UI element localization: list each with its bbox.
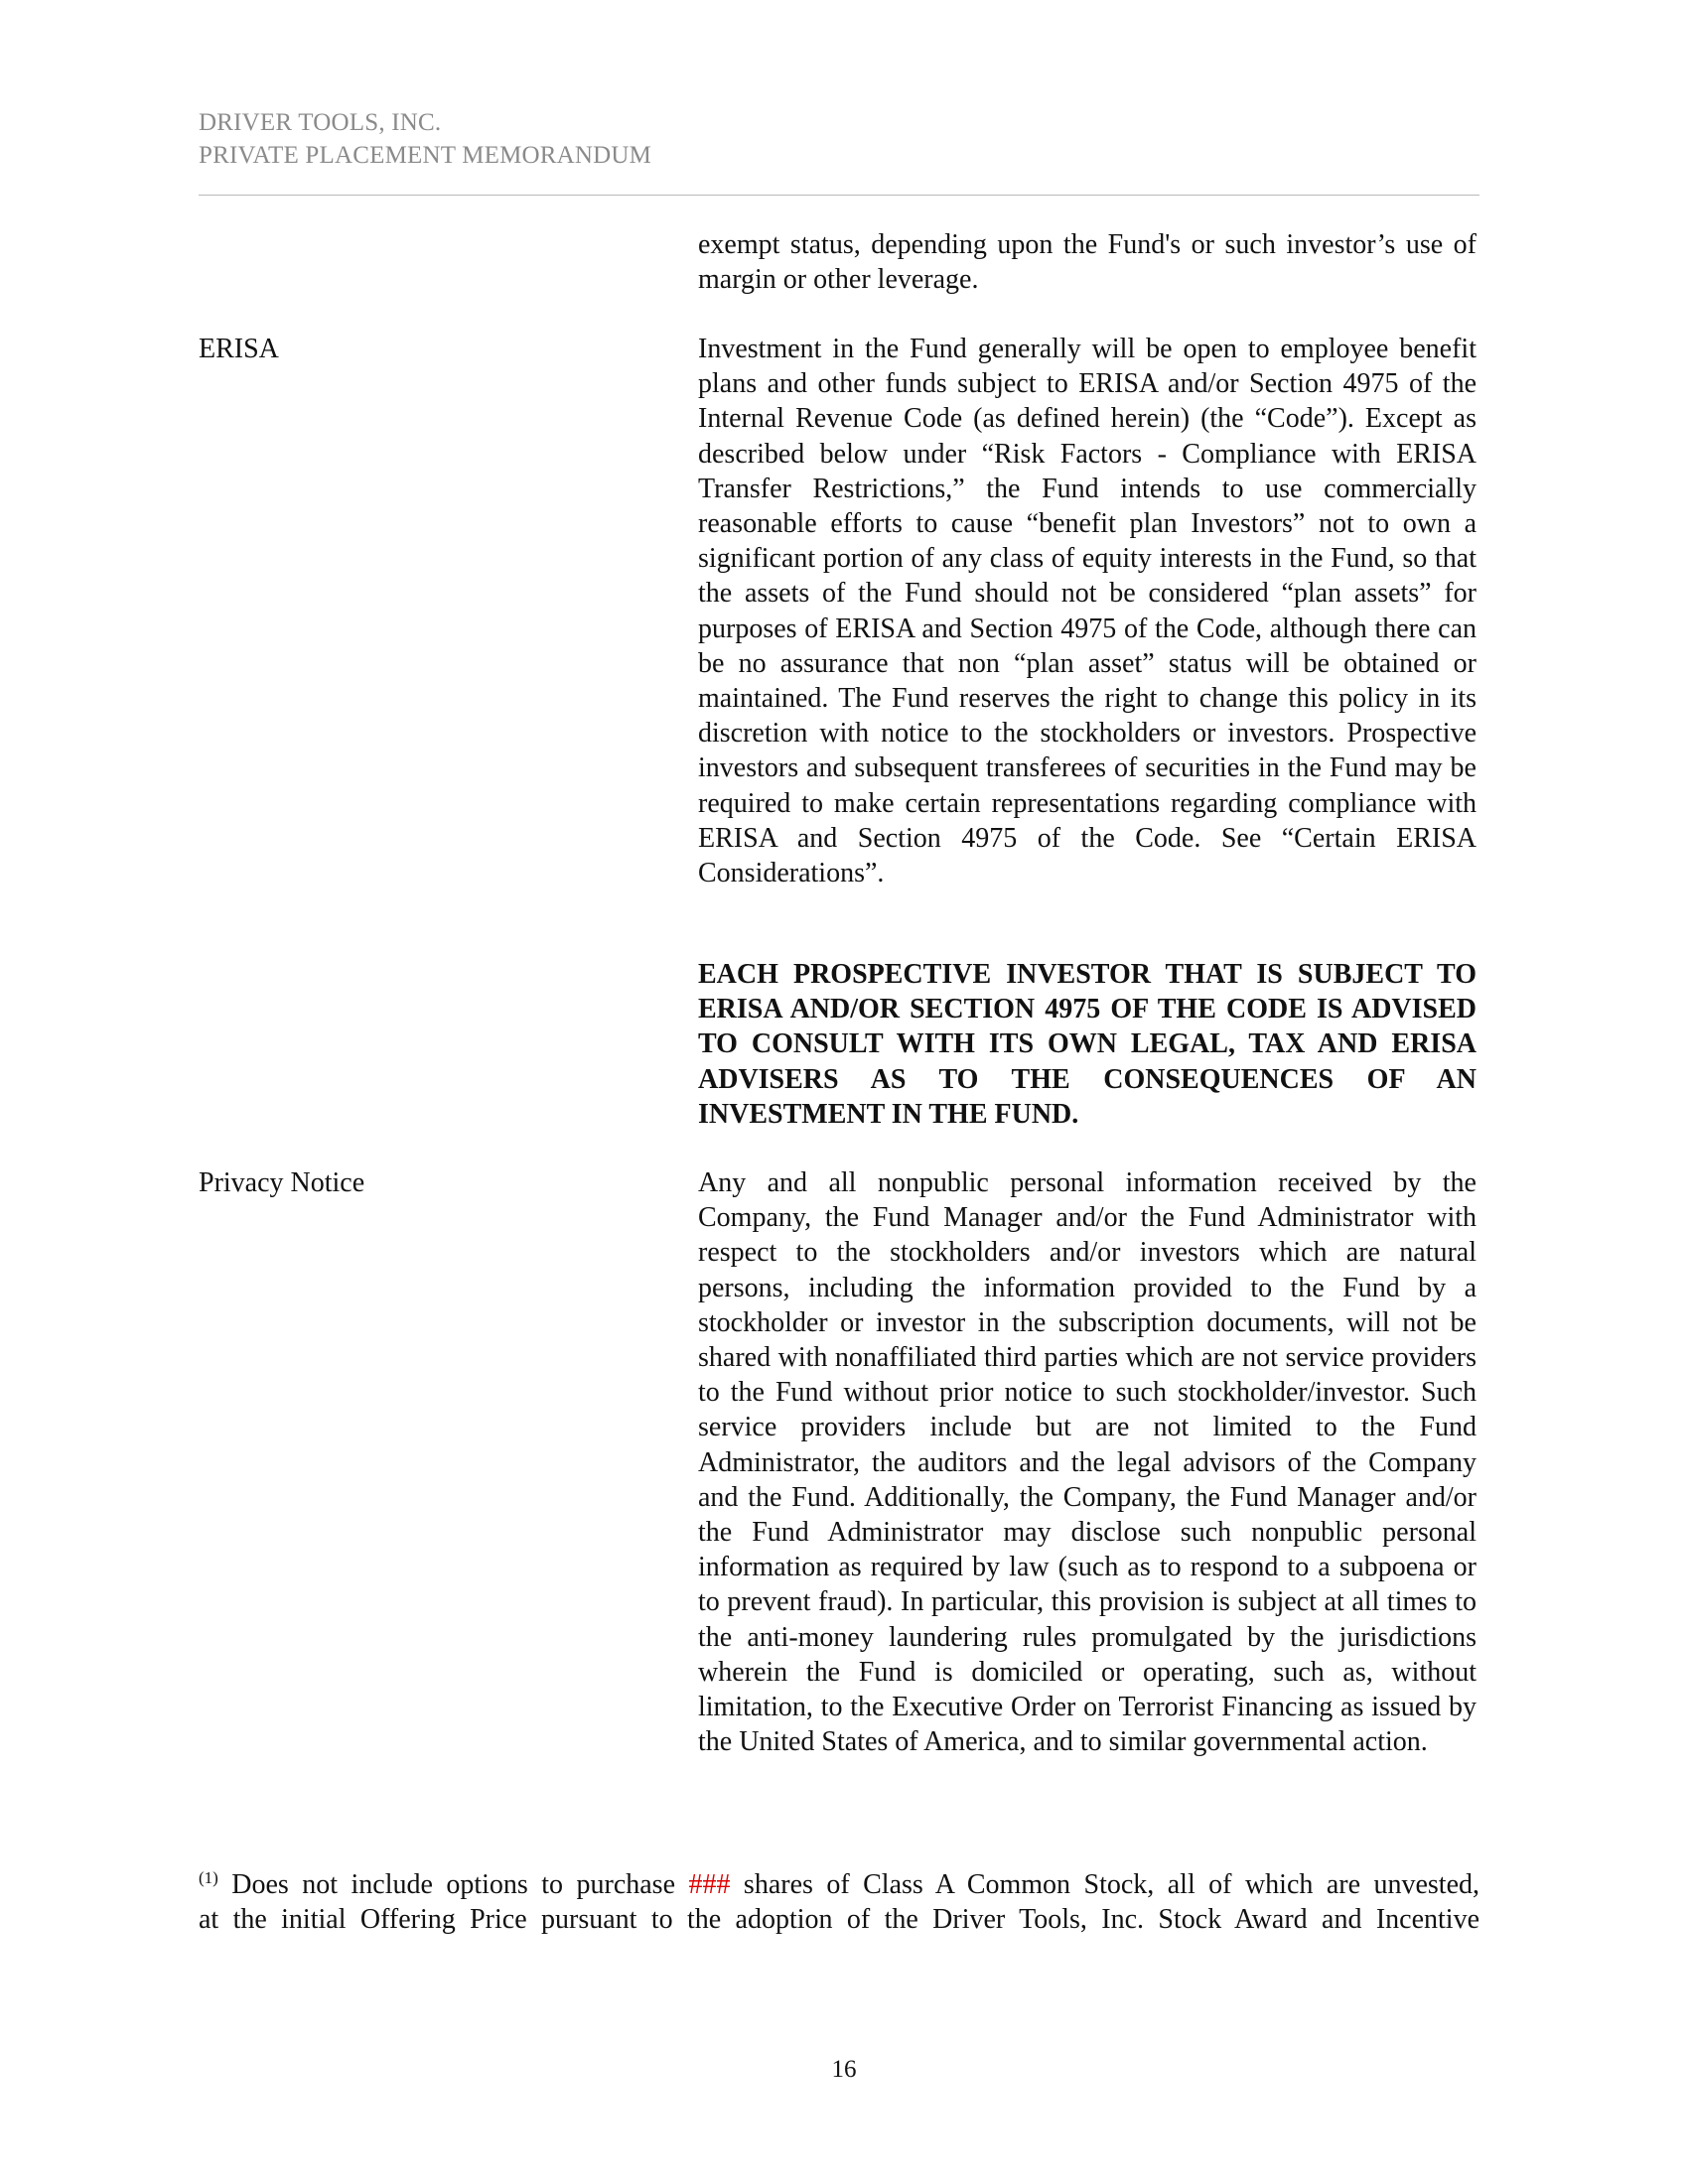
section-label-privacy-notice: Privacy Notice [199,1167,365,1198]
section-label-erisa: ERISA [199,334,279,364]
page-header [199,106,1479,172]
header-divider [199,195,1479,196]
page-number: 16 [831,2056,857,2083]
header-company-name: DRIVER TOOLS, INC. [199,109,442,136]
footnote-marker: (1) [199,1868,218,1887]
footnote-line-1 [199,1867,1479,1902]
continuation-paragraph: exempt status, depending upon the Fund's or such investor’s use of margin or other leverage. [698,229,1477,296]
privacy-notice-paragraph: Any and all nonpublic personal information received by the Company, the Fund Manager and/or the Fund Administrator with respect to the stockholders and/or investors which are natural persons, including the information provided to the Fund by a stockholder or investor in the subscription documents, will not be shared with nonaffiliated third parties which are not service providers to the Fund without prior notice to such stockholder/investor. Such service providers include but are not limited to the Fund Administrator, the auditors and the legal advisors of the Company and the Fund. Additionally, the Company, the Fund Manager and/or the Fund Administrator may disclose such nonpublic personal information as required by law (such as to respond to a subpoena or to prevent fraud). In particular, this provision is subject at all times to the anti-money laundering rules promulgated by the jurisdictions wherein the Fund is domiciled or operating, such as, without limitation, to the Executive Order on Terrorist Financing as issued by the United States of America, and to similar governmental action. [698,1167,1477,1758]
footnote-line-2: at the initial Offering Price pursuant to the adoption of the Driver Tools, Inc. Stock Award and Incentive [199,1904,1479,1936]
footnote-text-before: Does not include options to purchase [217,1869,689,1900]
erisa-warning-paragraph: EACH PROSPECTIVE INVESTOR THAT IS SUBJECT TO ERISA AND/OR SECTION 4975 OF THE CODE IS ADVISED TO CONSULT WITH ITS OWN LEGAL, TAX AND ERISA ADVISERS AS TO THE CONSEQUENCES OF AN INVESTMENT IN THE FUND. [698,959,1477,1130]
footnote-text-after: shares of Class A Common Stock, all of which are unvested, [730,1869,1479,1900]
footnote [199,1867,1479,1937]
header-document-title: PRIVATE PLACEMENT MEMORANDUM [199,142,652,169]
erisa-paragraph: Investment in the Fund generally will be open to employee benefit plans and other funds subject to ERISA and/or Section 4975 of the Internal Revenue Code (as defined herein) (the “Code”). Except as described below under “Risk Factors - Compliance with ERISA Transfer Restrictions,” the Fund intends to use commercially reasonable efforts to cause “benefit plan Investors” not to own a significant portion of any class of equity interests in the Fund, so that the assets of the Fund should not be considered “plan assets” for purposes of ERISA and Section 4975 of the Code, although there can be no assurance that non “plan asset” status will be obtained or maintained. The Fund reserves the right to change this policy in its discretion with notice to the stockholders or investors. Prospective investors and subsequent transferees of securities in the Fund may be required to make certain representations regarding compliance with ERISA and Section 4975 of the Code. See “Certain ERISA Considerations”. [698,334,1477,889]
footnote-placeholder: ### [688,1869,731,1900]
